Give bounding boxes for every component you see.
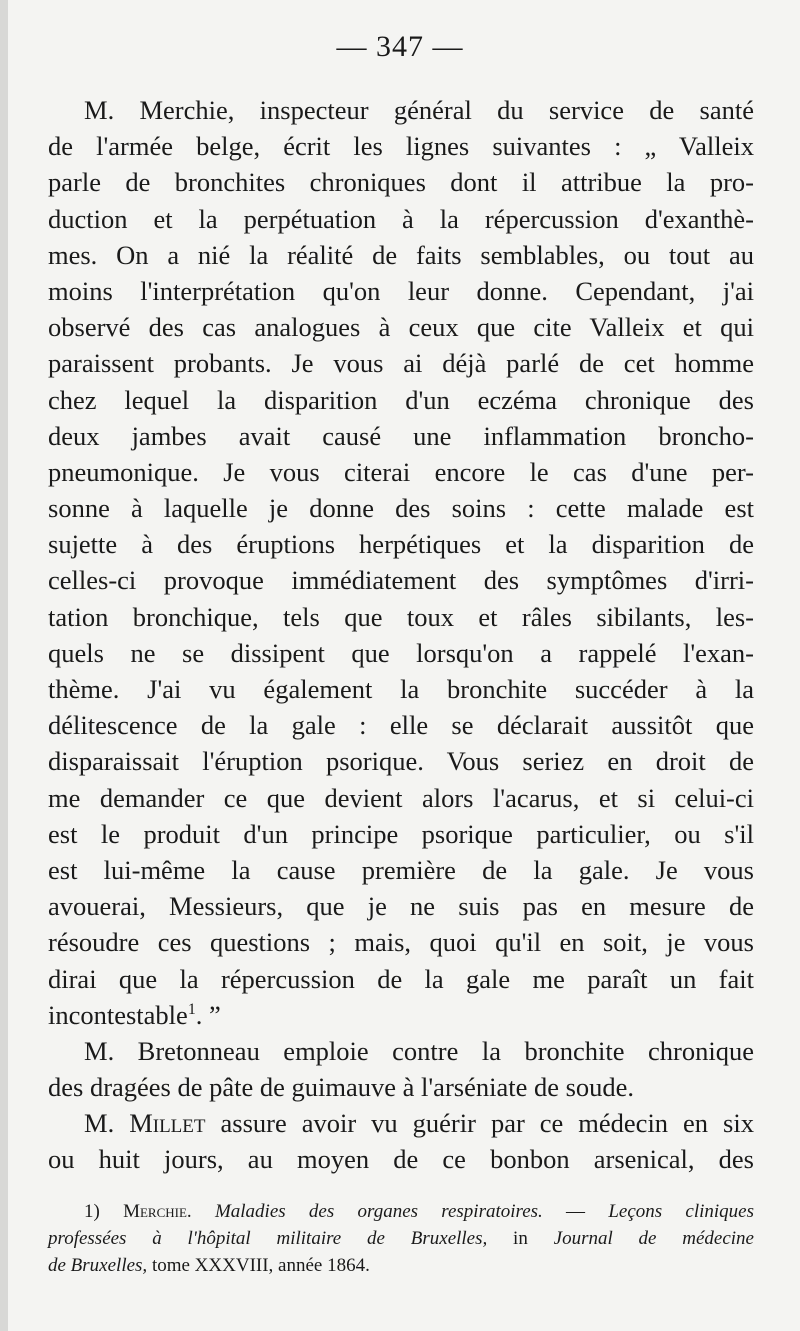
footnote-marker: 1) <box>84 1201 100 1222</box>
p1-line: tation bronchique, tels que toux et râles sibilants, les- <box>48 601 754 632</box>
p2-line: M. Bretonneau emploie contre la bronchite chronique <box>84 1035 754 1066</box>
millet-rest: assure avoir vu guérir par ce médecin en six <box>205 1108 754 1139</box>
p1-line: sonne à laquelle je donne des soins : cette malade est <box>48 493 754 524</box>
page-edge-shadow <box>0 0 8 1331</box>
p1-line: moins l'interprétation qu'on leur donne. Cependant, j'ai <box>48 275 754 306</box>
incontestable-word: incontestable <box>48 999 188 1030</box>
paragraph-merchie-quote <box>48 92 754 997</box>
footnote-line-1 <box>48 1198 754 1225</box>
p1-line: sujette à des éruptions herpétiques et la disparition de <box>48 529 754 560</box>
p1-line: mes. On a nié la réalité de faits semblables, ou tout au <box>48 239 754 270</box>
p1-line: deux jambes avait causé une inflammation broncho- <box>48 420 754 451</box>
main-text <box>48 92 754 1178</box>
millet-name: Millet <box>129 1108 206 1139</box>
p1-line: délitescence de la gale : elle se déclarait aussitôt que <box>48 710 754 741</box>
p1-line: M. Merchie, inspecteur général du service de santé <box>84 95 754 125</box>
p1-line: est le produit d'un principe psorique particulier, ou s'il <box>48 818 754 849</box>
footnote-subtitle-2: professées à l'hôpital militaire de Bruxelles, <box>48 1228 488 1249</box>
p1-line: quels ne se dissipent que lorsqu'on a rappelé l'exan- <box>48 637 754 668</box>
p1-line: parle de bronchites chroniques dont il attribue la pro- <box>48 167 754 198</box>
paragraph-1-last-line <box>48 997 754 1033</box>
p1-line: observé des cas analogues à ceux que cite Valleix et qui <box>48 312 754 343</box>
footnote-journal-1: Journal de médecine <box>553 1228 754 1249</box>
p2-line: des dragées de pâte de guimauve à l'arséniate de soude. <box>48 1072 635 1103</box>
footnote-in: in <box>487 1228 554 1249</box>
paragraph-millet-line-2: ou huit jours, au moyen de ce bonbon arsenical, des <box>48 1144 754 1175</box>
footnote-line-2 <box>48 1225 754 1252</box>
paragraph-bretonneau <box>48 1033 754 1105</box>
footnote-line-3 <box>48 1252 754 1279</box>
paragraph-millet-line-1 <box>48 1105 754 1141</box>
p1-line: thème. J'ai vu également la bronchite succéder à la <box>48 674 754 704</box>
p1-line: celles-ci provoque immédiatement des symptômes d'irri- <box>48 565 754 596</box>
p1-line: est lui-même la cause première de la gale. Je vous <box>48 854 754 885</box>
footnote-volume: tome XXXVIII, année 1864. <box>147 1255 370 1276</box>
footnote <box>48 1198 754 1279</box>
footnote-title: Maladies des organes respiratoires. <box>214 1201 543 1222</box>
p1-line: avouerai, Messieurs, que je ne suis pas en mesure de <box>48 891 754 922</box>
p1-line: paraissent probants. Je vous ai déjà parlé de cet homme <box>48 348 754 379</box>
page-number: — 347 — <box>336 30 464 63</box>
footnote-author: Merchie. <box>123 1201 192 1222</box>
footnote-journal-2: de Bruxelles, <box>48 1255 148 1276</box>
p1-line: résoudre ces questions ; mais, quoi qu'il en soit, je vous <box>48 927 754 958</box>
footnote-dash: — <box>542 1201 609 1222</box>
closing-quote: . ” <box>195 999 221 1030</box>
p1-line: duction et la perpétuation à la répercussion d'exanthè- <box>48 203 754 234</box>
footnote-subtitle-1: Leçons cliniques <box>608 1201 754 1222</box>
millet-prefix: M. <box>84 1108 130 1139</box>
p1-line: pneumonique. Je vous citerai encore le cas d'une per- <box>48 456 754 487</box>
p1-line: disparaissait l'éruption psorique. Vous seriez en droit de <box>48 746 754 777</box>
p1-line: de l'armée belge, écrit les lignes suivantes : „ Valleix <box>48 131 754 162</box>
p1-line: me demander ce que devient alors l'acarus, et si celui-ci <box>48 782 754 813</box>
p1-line: dirai que la répercussion de la gale me paraît un fait <box>48 963 754 994</box>
footnote-reference: 1 <box>187 1000 196 1018</box>
p1-line: chez lequel la disparition d'un eczéma chronique des <box>48 384 754 415</box>
